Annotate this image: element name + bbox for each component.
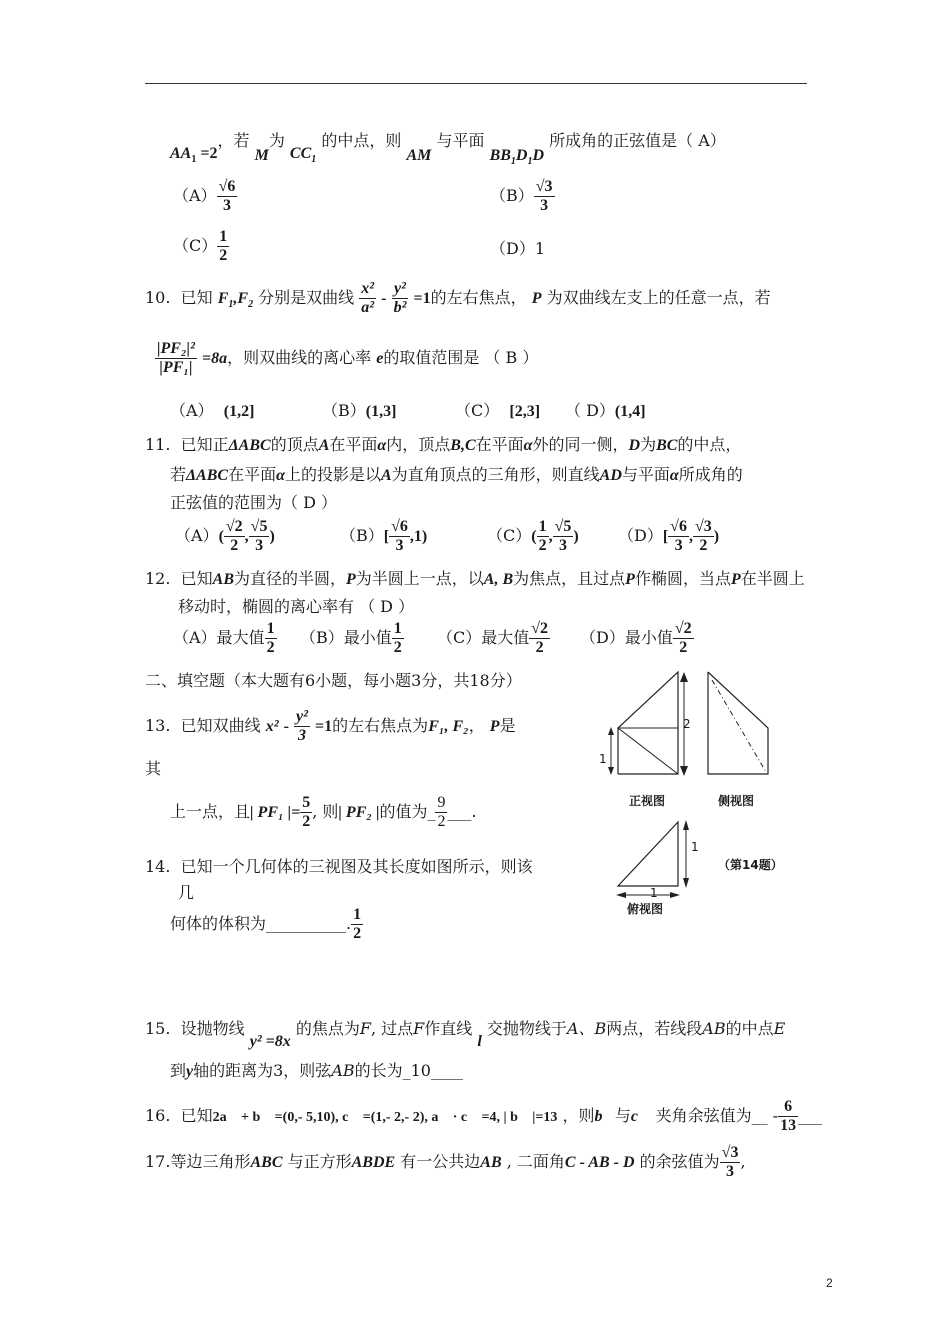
q10-option-a: （A） (1,2] [170,401,255,420]
q13-line1-wrap: 其 [145,759,162,778]
q10-line1: 10. 已知 $F_1,F_2$ 分别是双曲线 $\frac{\text{x²}}{\text{a²}}$ - $\frac{\text{y²}}{\text{b²}}$ =1的左右焦点， P 为双曲线左支上的任意一点，若 [145,280,771,316]
top-dim-1-horizontal-label: 1 [650,886,658,900]
top-dim-1-vertical-label: 1 [691,840,699,854]
top-dim-1-arrow-right [670,892,680,898]
front-dim-1-arrow-top [608,727,614,735]
q11-line1: 11. 已知正ΔABC的顶点A在平面α内，顶点B,C在平面α外的同一侧，D为BC的中点， [145,435,742,454]
section-fill-in-title: 二、填空题（本大题有6小题，每小题3分，共18分） [145,671,522,690]
q14-line1: 14. 已知一个几何体的三视图及其长度如图所示，则该 [145,857,533,876]
q9-aa1: $AA_1 =2$ [170,145,218,166]
q10-option-c: （C） [2,3] [455,401,541,420]
q13-line1: 13. 已知双曲线 x² - $\frac{\text{y²}}{3}$ =1的左右焦点为F₁, F₂， P是 [145,708,516,744]
top-view-outline [618,822,678,886]
q12-option-c: （C）最大值 $\frac{√2}{2}$ [437,620,549,656]
front-view-diagonal [618,728,678,774]
front-view-outline [618,672,678,774]
q17-line: 17.等边三角形ABC 与正方形ABDE 有一公共边AB , 二面角C - AB - D 的余弦值为 $\frac{√3}{3}$ , [145,1144,746,1180]
q9-option-c: （C） $\frac{1}{2}$ [173,228,228,264]
q12-line1: 12. 已知AB为直径的半圆，P为半圆上一点，以A, B为焦点，且过点P作椭圆，当点P在半圆上 [145,569,805,588]
q9-option-a: （A） $\frac{√6}{3}$ [173,178,236,214]
q12-option-b: （B）最小值 $\frac{1}{2}$ [300,620,402,656]
top-dim-1-arrow-bottom [683,878,689,888]
side-view-caption: 侧视图 [718,794,755,808]
q12-option-d: （D）最小值 $\frac{√2}{2}$ [580,620,692,656]
top-dim-1-arrow-left [616,892,626,898]
side-view-hidden-edge [712,680,766,772]
q13-line2: 上一点，且| PF₁ |= $\frac{5}{2}$ , 则| PF₂ |的值为_ $\frac{9}{2}$ ___. [170,794,477,830]
q15-line2: 到y轴的距离为3，则弦AB的长为_10____ [170,1061,463,1080]
q12-line2: 移动时，椭圆的离心率有 （ D ） [178,597,415,616]
front-dim-1-label: 1 [599,752,607,766]
q11-option-a: （A）( $\frac{√2}{2}$ , $\frac{√5}{3}$ ) [175,518,275,554]
front-dim-2-arrow-bottom [680,766,688,776]
side-view-outline [708,672,768,774]
three-views-figure [590,662,790,922]
q11-line3: 正弦值的范围为（ D ） [170,493,338,512]
front-dim-1-arrow-bottom [608,767,614,775]
q14-line2: 几 [178,883,195,902]
top-dim-1-arrow-top [683,820,689,830]
q11-option-c: （C）( $\frac{1}{2}$ , $\frac{√5}{3}$ ) [487,518,579,554]
figure-caption: （第14题） [718,858,783,872]
q12-option-a: （A）最大值 $\frac{1}{2}$ [173,620,275,656]
q11-option-d: （D）[ $\frac{√6}{3}$ , $\frac{√3}{2}$ ) [618,518,720,554]
q10-line2: $\frac{\text{|PF₂|²}}{\text{|PF₁|}}$ =8a，则双曲线的离心率 e的取值范围是 （ B ） [157,340,539,376]
front-dim-2-arrow-top [680,672,688,682]
q10-option-d: （ D）(1,4] [565,401,646,420]
q15-line1: 15. 设抛物线 y² =8x 的焦点为F, 过点F作直线 l 交抛物线于A、B两点，若线段AB的中点E [145,1019,786,1050]
q10-option-b: （B）(1,3] [322,401,397,420]
top-view-caption: 俯视图 [627,902,664,916]
q9-option-d: （D）1 [490,239,546,258]
header-rule [145,83,807,84]
q9-option-b: （B） $\frac{√3}{3}$ [490,178,553,214]
q11-option-b: （B）[ $\frac{√6}{3}$ ,1) [340,518,428,554]
front-view-caption: 正视图 [629,794,666,808]
q14-line3: 何体的体积为__________. $\frac{1}{2}$ [170,906,362,942]
q11-line2: 若ΔABC在平面α上的投影是以A为直角顶点的三角形，则直线AD与平面α所成角的 [170,465,743,484]
page-number: 2 [826,1276,833,1290]
q16-line: 16. 已知2a⃗ + b⃗ =(0,- 5,10), c⃗ =(1,- 2,- 2), a⃗ · c⃗ =4, | b⃗ |=13 ，则b⃗与c⃗ 夹角余弦值为__ - $\frac{6}{13}$ ___ [145,1098,823,1134]
q9-line: $AA_1 =2$，若 M为 $CC_1$ 的中点，则 AM 与平面 $BB_1D_1D$ 所成角的正弦值是（ A） [170,131,726,168]
front-dim-2-label: 2 [683,717,691,731]
